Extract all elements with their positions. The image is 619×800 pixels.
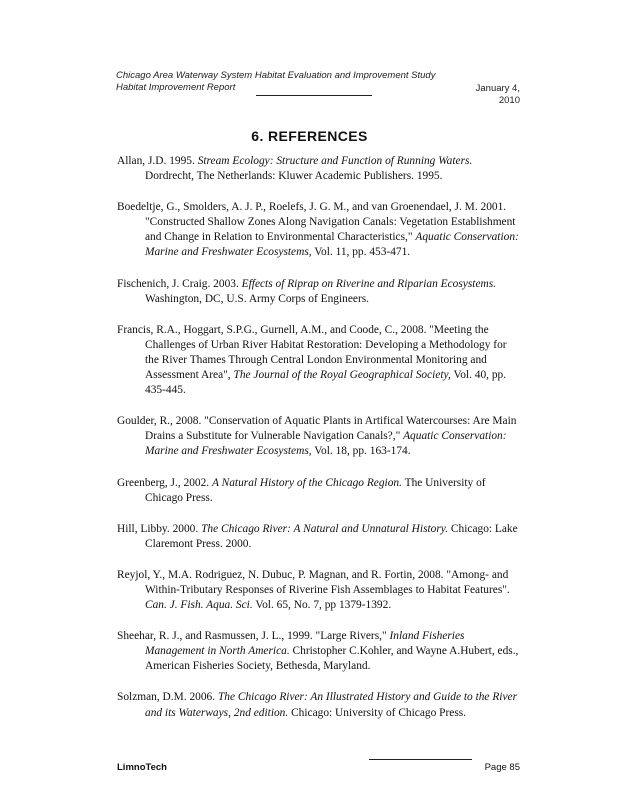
- reference-text: Hill, Libby. 2000.: [117, 522, 202, 535]
- reference-item: [117, 154, 522, 184]
- reference-item: [117, 200, 522, 260]
- reference-source: Christopher C.Kohler, and Wayne A.Hubert, eds., American Fisheries Society, Bethesda, Maryland.: [145, 645, 519, 673]
- section-title: 6. REFERENCES: [251, 128, 368, 144]
- reference-title: Inland Fisheries Management in North America.: [145, 630, 465, 658]
- reference-title: Can. J. Fish. Aqua. Sci.: [145, 599, 253, 612]
- reference-source: Vol. 11, pp. 453-471.: [311, 246, 411, 259]
- reference-text: Boedeltje, G., Smolders, A. J. P., Roelefs, J. G. M., and van Groenendael, J. M. 2001. "Constructed Shallow Zones Along Navigation Canals: Vegetation Establishment and Change in Relation to Environmental Characteristics,": [117, 201, 516, 244]
- reference-title: Effects of Riprap on Riverine and Riparian Ecosystems.: [241, 277, 497, 290]
- reference-text: Reyjol, Y., M.A. Rodriguez, N. Dubuc, P. Magnan, and R. Fortin, 2008. "Among- and Within-Tributary Responses of Riverine Fish Assemblages to Habitat Features".: [117, 568, 510, 596]
- reference-text: Greenberg, J., 2002.: [117, 476, 213, 489]
- reference-text: Solzman, D.M. 2006.: [117, 691, 218, 704]
- reference-source: Washington, DC, U.S. Army Corps of Engineers.: [145, 292, 370, 305]
- footer-rule: [369, 759, 472, 760]
- reference-source: Vol. 65, No. 7, pp 1379-1392.: [252, 599, 392, 612]
- reference-source: Vol. 18, pp. 163-174.: [311, 445, 411, 458]
- reference-item: [117, 568, 522, 613]
- reference-text: Goulder, R., 2008. "Conservation of Aquatic Plants in Artifical Watercourses: Are Main Drains a Substitute for Vulnerable Navigation Canals?,": [117, 415, 517, 443]
- reference-title: The Chicago River: A Natural and Unnatural History.: [201, 522, 449, 535]
- reference-text: Francis, R.A., Hoggart, S.P.G., Gurnell, A.M., and Coode, C., 2008. "Meeting the Challenges of Urban River Habitat Restoration: Developing a Methodology for the River Thames Through Central London Environmental Monitoring and Assessment Area",: [117, 323, 507, 382]
- reference-title: Aquatic Conservation: Marine and Freshwater Ecosystems,: [145, 430, 507, 458]
- reference-text: Sheehar, R. J., and Rasmussen, J. L., 1999. "Large Rivers,": [117, 630, 390, 643]
- reference-title: Stream Ecology: Structure and Function of Running Waters.: [197, 155, 473, 167]
- header-rule: [256, 95, 372, 96]
- header-subtitle: Habitat Improvement Report: [116, 82, 236, 93]
- footer-company: LimnoTech: [117, 762, 167, 773]
- reference-title: The Chicago River: An Illustrated History and Guide to the River and its Waterways, 2nd edition.: [145, 691, 518, 719]
- reference-item: [117, 414, 522, 459]
- reference-source: Chicago: Lake Claremont Press. 2000.: [145, 522, 518, 550]
- reference-item: [117, 476, 522, 506]
- reference-source: Chicago: University of Chicago Press.: [288, 706, 467, 719]
- reference-title: A Natural History of the Chicago Region.: [212, 476, 402, 489]
- reference-source: The University of Chicago Press.: [145, 476, 486, 504]
- reference-item: [117, 629, 522, 674]
- references-list: [117, 154, 522, 737]
- reference-title: Aquatic Conservation: Marine and Freshwater Ecosystems,: [145, 231, 519, 259]
- reference-item: [117, 690, 522, 720]
- reference-item: [117, 323, 522, 398]
- reference-item: [117, 522, 522, 552]
- reference-source: Vol. 40, pp. 435-445.: [145, 369, 507, 397]
- footer-page-number: Page 85: [484, 762, 520, 773]
- reference-source: Dordrecht, The Netherlands: Kluwer Academic Publishers. 1995.: [145, 170, 443, 183]
- header-date: January 4, 2010: [475, 83, 520, 106]
- reference-title: The Journal of the Royal Geographical Society,: [233, 369, 451, 382]
- reference-item: [117, 277, 522, 307]
- reference-text: Allan, J.D. 1995.: [117, 155, 198, 167]
- header-title: Chicago Area Waterway System Habitat Evaluation and Improvement Study: [116, 70, 436, 81]
- reference-text: Fischenich, J. Craig. 2003.: [117, 277, 242, 290]
